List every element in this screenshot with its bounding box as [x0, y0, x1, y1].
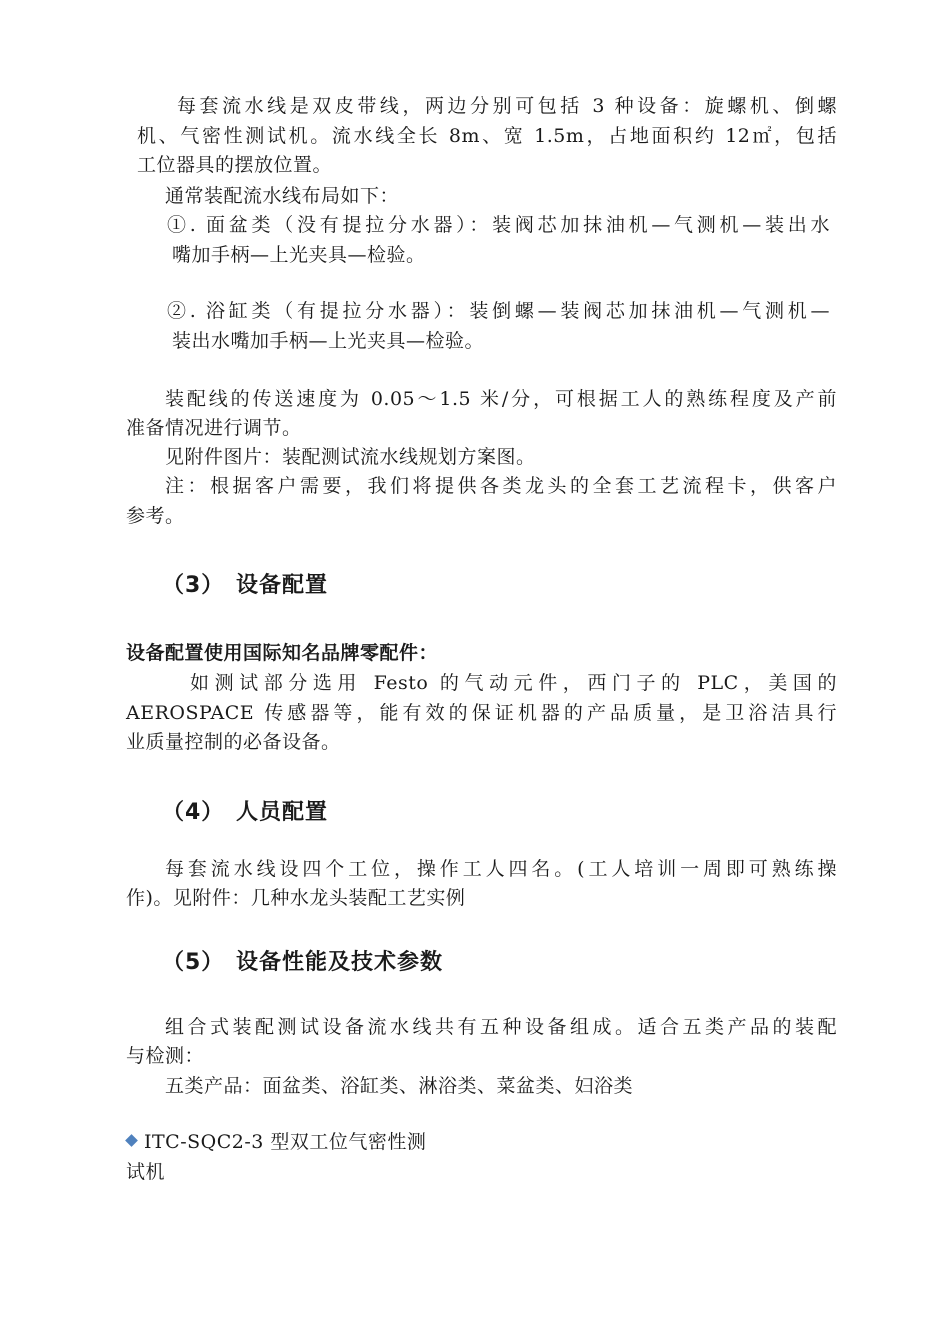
section-4-title: 人员配置 — [236, 800, 329, 825]
intro-line-1: 每套流水线是双皮带线，两边分别可包括 3 种设备：旋螺机、倒螺 — [177, 95, 837, 117]
layout-intro: 通常装配流水线布局如下： — [165, 185, 400, 207]
section-4-line-1: 每套流水线设四个工位，操作工人四名。(工人培训一周即可熟练操 — [165, 858, 837, 880]
section-3-line-2: AEROSPACE 传感器等，能有效的保证机器的产品质量，是卫浴洁具行 — [126, 702, 837, 724]
intro-line-2: 机、气密性测试机。流水线全长 8m、宽 1.5m，占地面积约 12㎡，包括 — [137, 125, 837, 147]
machine-caption-line-2: 试机 — [126, 1161, 166, 1183]
layout-item-1-line-1: ①. 面盆类（没有提拉分水器）：装阀芯加抹油机—气测机—装出水 — [167, 214, 830, 236]
layout-item-2-line-2: 装出水嘴加手柄—上光夹具—检验。 — [172, 330, 485, 352]
section-3-line-3: 业质量控制的必备设备。 — [126, 731, 341, 753]
section-3-title: 设备配置 — [236, 573, 329, 598]
speed-line-2: 准备情况进行调节。 — [126, 417, 302, 439]
section-5-number: （5） — [162, 950, 225, 975]
section-5-line-3: 五类产品：面盆类、浴缸类、淋浴类、菜盆类、妇浴类 — [165, 1075, 634, 1097]
section-5-heading — [162, 945, 443, 976]
note-line-2: 参考。 — [126, 505, 185, 527]
section-3-heading — [162, 568, 328, 599]
section-4-line-2: 作)。见附件：几种水龙头装配工艺实例 — [126, 887, 466, 909]
intro-line-3: 工位器具的摆放位置。 — [137, 154, 333, 176]
note-line-1: 注：根据客户需要，我们将提供各类龙头的全套工艺流程卡，供客户 — [165, 475, 837, 497]
section-5-title: 设备性能及技术参数 — [236, 950, 444, 975]
section-4-number: （4） — [162, 800, 225, 825]
section-3-subtitle: 设备配置使用国际知名品牌零配件： — [126, 642, 439, 664]
section-3-line-1: 如测试部分选用 Festo 的气动元件，西门子的 PLC，美国的 — [190, 672, 837, 694]
layout-item-2-line-1: ②. 浴缸类（有提拉分水器）：装倒螺—装阀芯加抹油机—气测机— — [167, 300, 830, 322]
section-3-number: （3） — [162, 573, 225, 598]
attachment-note: 见附件图片：装配测试流水线规划方案图。 — [165, 446, 536, 468]
diamond-bullet-icon — [125, 1134, 138, 1147]
section-5-line-1: 组合式装配测试设备流水线共有五种设备组成。适合五类产品的装配 — [165, 1016, 837, 1038]
section-5-line-2: 与检测： — [126, 1045, 205, 1067]
layout-item-1-line-2: 嘴加手柄—上光夹具—检验。 — [172, 244, 426, 266]
speed-line-1: 装配线的传送速度为 0.05～1.5 米/分，可根据工人的熟练程度及产前 — [165, 388, 837, 410]
machine-caption-line-1 — [124, 1128, 426, 1157]
machine-name: ITC-SQC2-3 型双工位气密性测 — [144, 1131, 427, 1153]
section-4-heading — [162, 795, 328, 826]
